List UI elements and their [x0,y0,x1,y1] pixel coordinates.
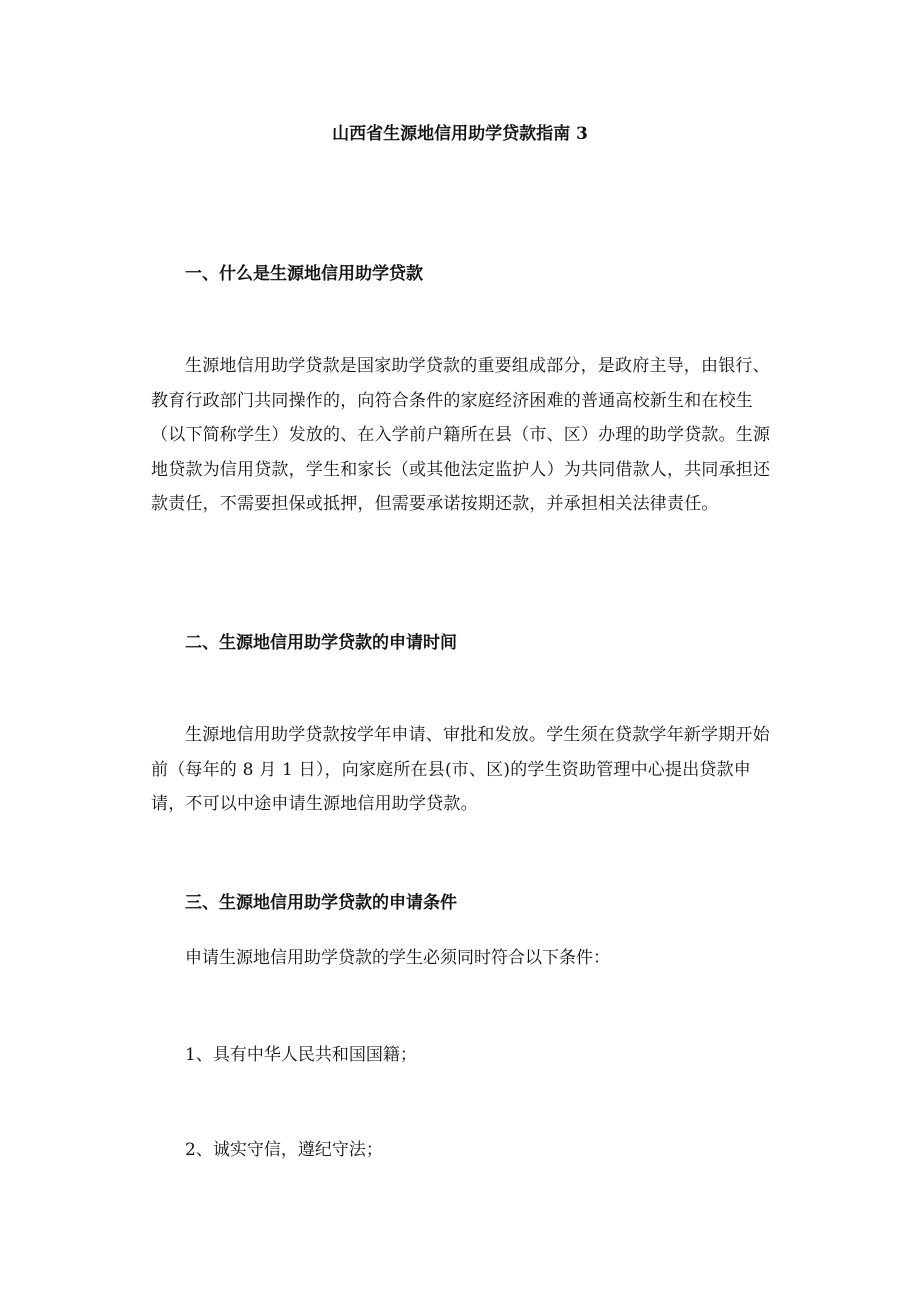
section-3-intro: 申请生源地信用助学贷款的学生必须同时符合以下条件： [185,948,610,968]
document-title: 山西省生源地信用助学贷款指南 3 [332,124,588,144]
section-1-paragraph: 生源地信用助学贷款是国家助学贷款的重要组成部分，是政府主导，由银行、教育行政部门共同操作的，向符合条件的家庭经济困难的普通高校新生和在校生（以下简称学生）发放的、在入学前户籍所在县（市、区）办理的助学贷款。生源地贷款为信用贷款，学生和家长（或其他法定监护人）为共同借款人，共同承担还款责任，不需要担保或抵押，但需要承诺按期还款，并承担相关法律责任。 [151,356,771,514]
list-item-1: 1、具有中华人民共和国国籍； [185,1045,417,1065]
list-item-2: 2、诚实守信，遵纪守法； [185,1140,383,1160]
section-3-heading: 三、生源地信用助学贷款的申请条件 [185,893,457,913]
section-1-heading: 一、什么是生源地信用助学贷款 [185,264,423,284]
section-2-heading: 二、生源地信用助学贷款的申请时间 [185,633,457,653]
section-2-paragraph: 生源地信用助学贷款按学年申请、审批和发放。学生须在贷款学年新学期开始前（每年的 8 月 1 日），向家庭所在县(市、区)的学生资助管理中心提出贷款申请，不可以中途申请生源地信用助学贷款。 [151,725,770,814]
